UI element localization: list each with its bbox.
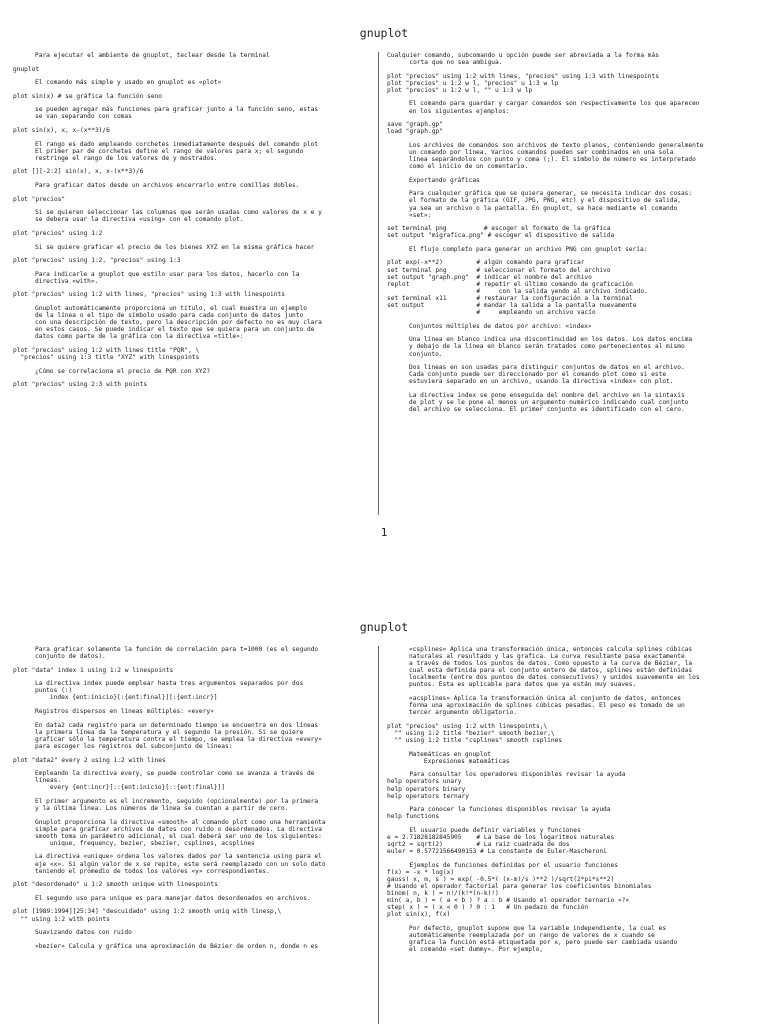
text-paragraph: Empleando la directiva every, se puede controlar como se avanza a través de líneas. every {ent:incr}[::{ent:inicio}[::{ent:final}]] — [35, 770, 315, 792]
text-paragraph: Una línea en blanco indica una discontinuidad en los datos. Los datos encima y debajo de la línea en blanco serán tratados como pertenecientes al mismo conjunto. — [409, 336, 693, 358]
code-block: plot "precios" using 1:2 — [13, 229, 103, 237]
code-block: Cualquier comando, subcomando u opción puede ser abreviada a la forma más corta que no sea ambigua. — [387, 52, 659, 67]
code-block: set terminal png # escoger el formato de la gráfica set output "migrafica.png" # escoger el dispositivo de salida — [387, 225, 615, 240]
page-title: gnuplot — [359, 26, 409, 40]
text-paragraph: La directiva index se pone enseguida del nombre del archivo en la sintaxis de plot y se le pone al menos un argumento numérico indicando cual conjunto del archivo se selecciona. El primer conjunto es identificado con el cero. — [409, 391, 689, 414]
text-paragraph: «csplines» Aplica una transformación única, entonces calcula splines cúbicas naturales al resultado y las grafica. La curva resultante pasa exactamente a través de todos los puntos de datos. Como opuesto a la curva de Bézier, la cual esta definida para el conjunto entero de datos, splines están definidas localmente (entre dos puntos de datos consecutivos) y unidos suavemente en los puntos. Esta es aplicable para datos que ya están muy suaves. — [409, 646, 700, 689]
code-block: plot [][-2:2] sin(x), x, x-(x**3)/6 — [13, 168, 144, 176]
text-paragraph: Para ejecutar el ambiente de gnuplot, teclear desde la terminal — [35, 52, 270, 59]
code-block: Para consultar los operadores disponibles revisar la ayuda help operators unary help operators binary help operators ternary — [387, 771, 626, 800]
code-block: El usuario puede definir variables y funciones e = 2.71828182845905 # La base de los logaritmos naturales sqrt2 = sqrt(2) # La raíz cuadrada de dos euler = 0.57721566490153 # La constante de Euler-Mascheroni — [387, 826, 615, 856]
text-paragraph: Para graficar datos desde un archivos encerrarlo entre comillas dobles. — [35, 182, 300, 190]
text-paragraph: se pueden agregar más funciones para graficar junto a la función seno, estas se van separando con comas — [35, 106, 319, 121]
page-title: gnuplot — [359, 620, 409, 634]
code-block: plot "data" index 1 using 1:2 w linespoints — [13, 666, 174, 674]
code-block: plot exp(-x**2) # algún comando para graficar set terminal png # seleccionar el formato del archivo set output "graph.png" # indicar el nombre del archivo replot # repetir el último comando de graficación # con la salida yendo al archivo indicado. set terminal x11 # restaurar la configuración a la terminal set output # mandar la salida a la pantalla nuevamente # empleando un archivo vacío — [387, 259, 648, 317]
text-paragraph: Dos líneas en son usadas para distinguir conjuntos de datos en el archivo. Cada conjunto puede ser direccionado por el comando plot como si este estuviera separado en un archivo, usando la directiva «index» con plot. — [409, 364, 685, 386]
left-column — [13, 646, 373, 956]
code-block: plot "precios" using 1:2 with lines title "PQR", \ "precios" using 1:3 title "XYZ" with linespoints — [13, 346, 200, 362]
text-paragraph: El comando más simple y usado en gnuplot es «plot» — [35, 79, 222, 87]
document-page-2 — [0, 596, 768, 1024]
text-paragraph: Registros dispersos en líneas múltiples: «every» — [35, 708, 214, 716]
code-block: Para conocer la funciones disponibles revisar la ayuda help functions — [387, 806, 611, 821]
code-block: plot sin(x), x, x-(x**3)/6 — [13, 127, 110, 135]
text-paragraph: Conjuntos múltiples de datos por archivo: «index» — [409, 322, 592, 330]
text-paragraph: La directiva «unique» ordena los valores dados por la sentencia using para el eje «x». Si algún valor de x se repite, este será reemplazado con un solo dato teniendo el promedio de todos los valores «y» correspondientes. — [35, 853, 326, 875]
text-paragraph: En data2 cada registro para un determinado tiempo se encuentra en dos líneas la primera línea da la temperatura y el segundo la presión. Si se quiere graficar sólo la temperatura contra el tiempo, se emplea la directiva «every» para escoger los registros del subconjunto de líneas: — [35, 721, 322, 750]
code-block: plot "precios" using 1:2 with linespoints,\ "" using 1:2 title "bezier" smooth bezier,\ "" using 1:2 title "csplines" smooth csplines — [387, 722, 563, 745]
code-block: plot "data2" every 2 using 1:2 with lines — [13, 756, 166, 764]
text-paragraph: El segundo uso para unique es para manejar datos desordenados en archivos. — [35, 894, 311, 902]
code-block: plot "precios" using 1:2 with lines, "precios" using 1:3 with linespoints — [13, 291, 285, 299]
right-column — [387, 646, 755, 960]
text-paragraph: «bezier» Calcula y gráfica una aproximación de Bézier de orden n, donde n es — [35, 942, 319, 950]
code-block: plot "desordenado" u 1:2 smooth unique with linespoints — [13, 881, 218, 889]
text-paragraph: ¿Cómo se correlaciona el precio de PQR con XYZ? — [35, 367, 211, 375]
code-block: plot "precios" using 1:2, "precios" using 1:3 — [13, 257, 181, 265]
code-block: plot "precios" using 2:3 with points — [13, 381, 148, 389]
code-block: plot [1989:1994][25:34] "descuidado" using 1:2 smooth uniq with linesp,\ "" using 1:2 with points — [13, 908, 282, 923]
code-block: save "graph.gp" load "graph.gp" — [387, 121, 443, 136]
code-block: plot "precios" using 1:2 with lines, "precios" using 1:3 with linespoints plot "precios" u 1:2 w l, "precios" u 1:3 w lp plot "precios" u 1:2 w l, "" u 1:3 w lp — [387, 72, 659, 94]
text-paragraph: Para cualquier gráfica que se quiera generar, se necesita indicar dos cosas: el formato de la gráfica (GIF, JPG, PNG, etc) y el dispositivo de salida, ya sea un archivo o la pantalla. En gnuplot, se hace mediante el comando «set»: — [409, 190, 693, 219]
text-paragraph: El flujo completo para generar un archivo PNG con gnuplot sería: — [409, 245, 648, 253]
page-number: 1 — [380, 526, 388, 539]
left-column — [13, 52, 373, 395]
text-paragraph: Si se quieren seleccionar las columnas que serán usadas como valores de x e y se debera usar la directiva «using» con el comando plot. — [35, 209, 322, 224]
text-paragraph: Si se quiere graficar el precio de los bienes XYZ en la misma gráfica hacer — [35, 243, 315, 251]
code-block: Ejemplos de funciones definidas por el usuario funciones f(x) = -x * log(x) gauss( x, m, s ) = exp( -0.5*( (x-m)/s )**2 )/sqrt(2*pi*s**2) # Usando el operador factorial para generar los coeficientes binomiales binom( n, k ) = n!/(k!*(n-k)!) min( a, b ) = ( a < b ) ? a : b # Usando el operador ternario «?» step( x ) = ( x < 0 ) ? 0 : 1 # Un pedazo de función plot sin(x), f(x) — [387, 861, 652, 919]
code-block: gnuplot — [13, 65, 40, 73]
text-paragraph: Suavizando datos con ruido — [35, 929, 132, 937]
column-divider — [378, 52, 379, 515]
text-paragraph: Gnuplot automáticamente proporciona un título, el cual muestra un ejemplo de la línea o el tipo de símbolo usado para cada conjunto de datos junto con una descripción de texto, pero la descripción por defecto no es muy clara en estos casos. Se puede indicar el texto que se quiera para un conjunto de datos como parte de la gráfica con la directiva «title»: — [35, 304, 322, 341]
code-block: plot "precios" — [13, 195, 66, 203]
text-paragraph: Para graficar solamente la función de correlación para t=1000 (es el segundo conjunto de datos). — [35, 646, 319, 661]
right-column — [387, 52, 755, 420]
text-paragraph: El rango es dado empleando corchetes inmediatamente después del comando plot El primer par de corchetes define el rango de valores para x; el segundo restringe el rango de los valores de y mostrados. — [35, 140, 319, 162]
text-paragraph: La directiva index puede emplear hasta tres argumentos separados por dos puntos (:) index {ent:inicio}[:{ent:final}][:{ent:incr}] — [35, 680, 304, 702]
column-divider — [378, 646, 379, 1024]
text-paragraph: El comando para guardar y cargar comandos son respectivamente los que aparecen en los siguientes ejemplos: — [409, 100, 700, 115]
code-block: plot sin(x) # se gráfica la función seno — [13, 92, 163, 100]
text-paragraph: Por defecto, gnuplot supone que la variable independiente, la cual es automáticamente reemplazada por un rango de valores de x cuando se grafica la función está etiquetada por x, pero puede ser cambiada usando el comando «set dummy». Por ejemplo, — [409, 925, 678, 954]
text-paragraph: Los archivos de comandos son archivos de texto planos, conteniendo generalmente un comando por línea. Varios comandos pueden ser combinados en una sola línea separándolos con punto y coma (;). El símbolo de número es interpretado como el inicio de un comentario. — [409, 141, 704, 171]
text-paragraph: Matemáticas en gnuplot Expresiones matemáticas — [409, 750, 510, 765]
text-paragraph: Para indicarle a gnuplot que estilo usar para los datos, hacerlo con la directiva «with». — [35, 270, 300, 285]
text-paragraph: Gnuplot proporciona la directiva «smooth» al comando plot como una herramienta simple para graficar archivos de datos con ruido o desordenados. La directiva smooth toma un parámetro adicional, el cual deberá ser uno de los siguientes: unique, frequency, bezier, sbezier, csplines, acsplines — [35, 818, 326, 847]
text-paragraph: «acsplines» Aplica la transformación única al conjunto de datos, entonces forma una aproximación de splines cúbicas pesadas. El peso es tomado de un tercer argumento obligatorio. — [409, 695, 685, 717]
text-paragraph: Exportando gráficas — [409, 176, 480, 184]
text-paragraph: El primer argumento es el incremento, seguido (opcionalmente) por la primera y la última línea. Los números de línea se cuentan a partir de cero. — [35, 797, 319, 812]
